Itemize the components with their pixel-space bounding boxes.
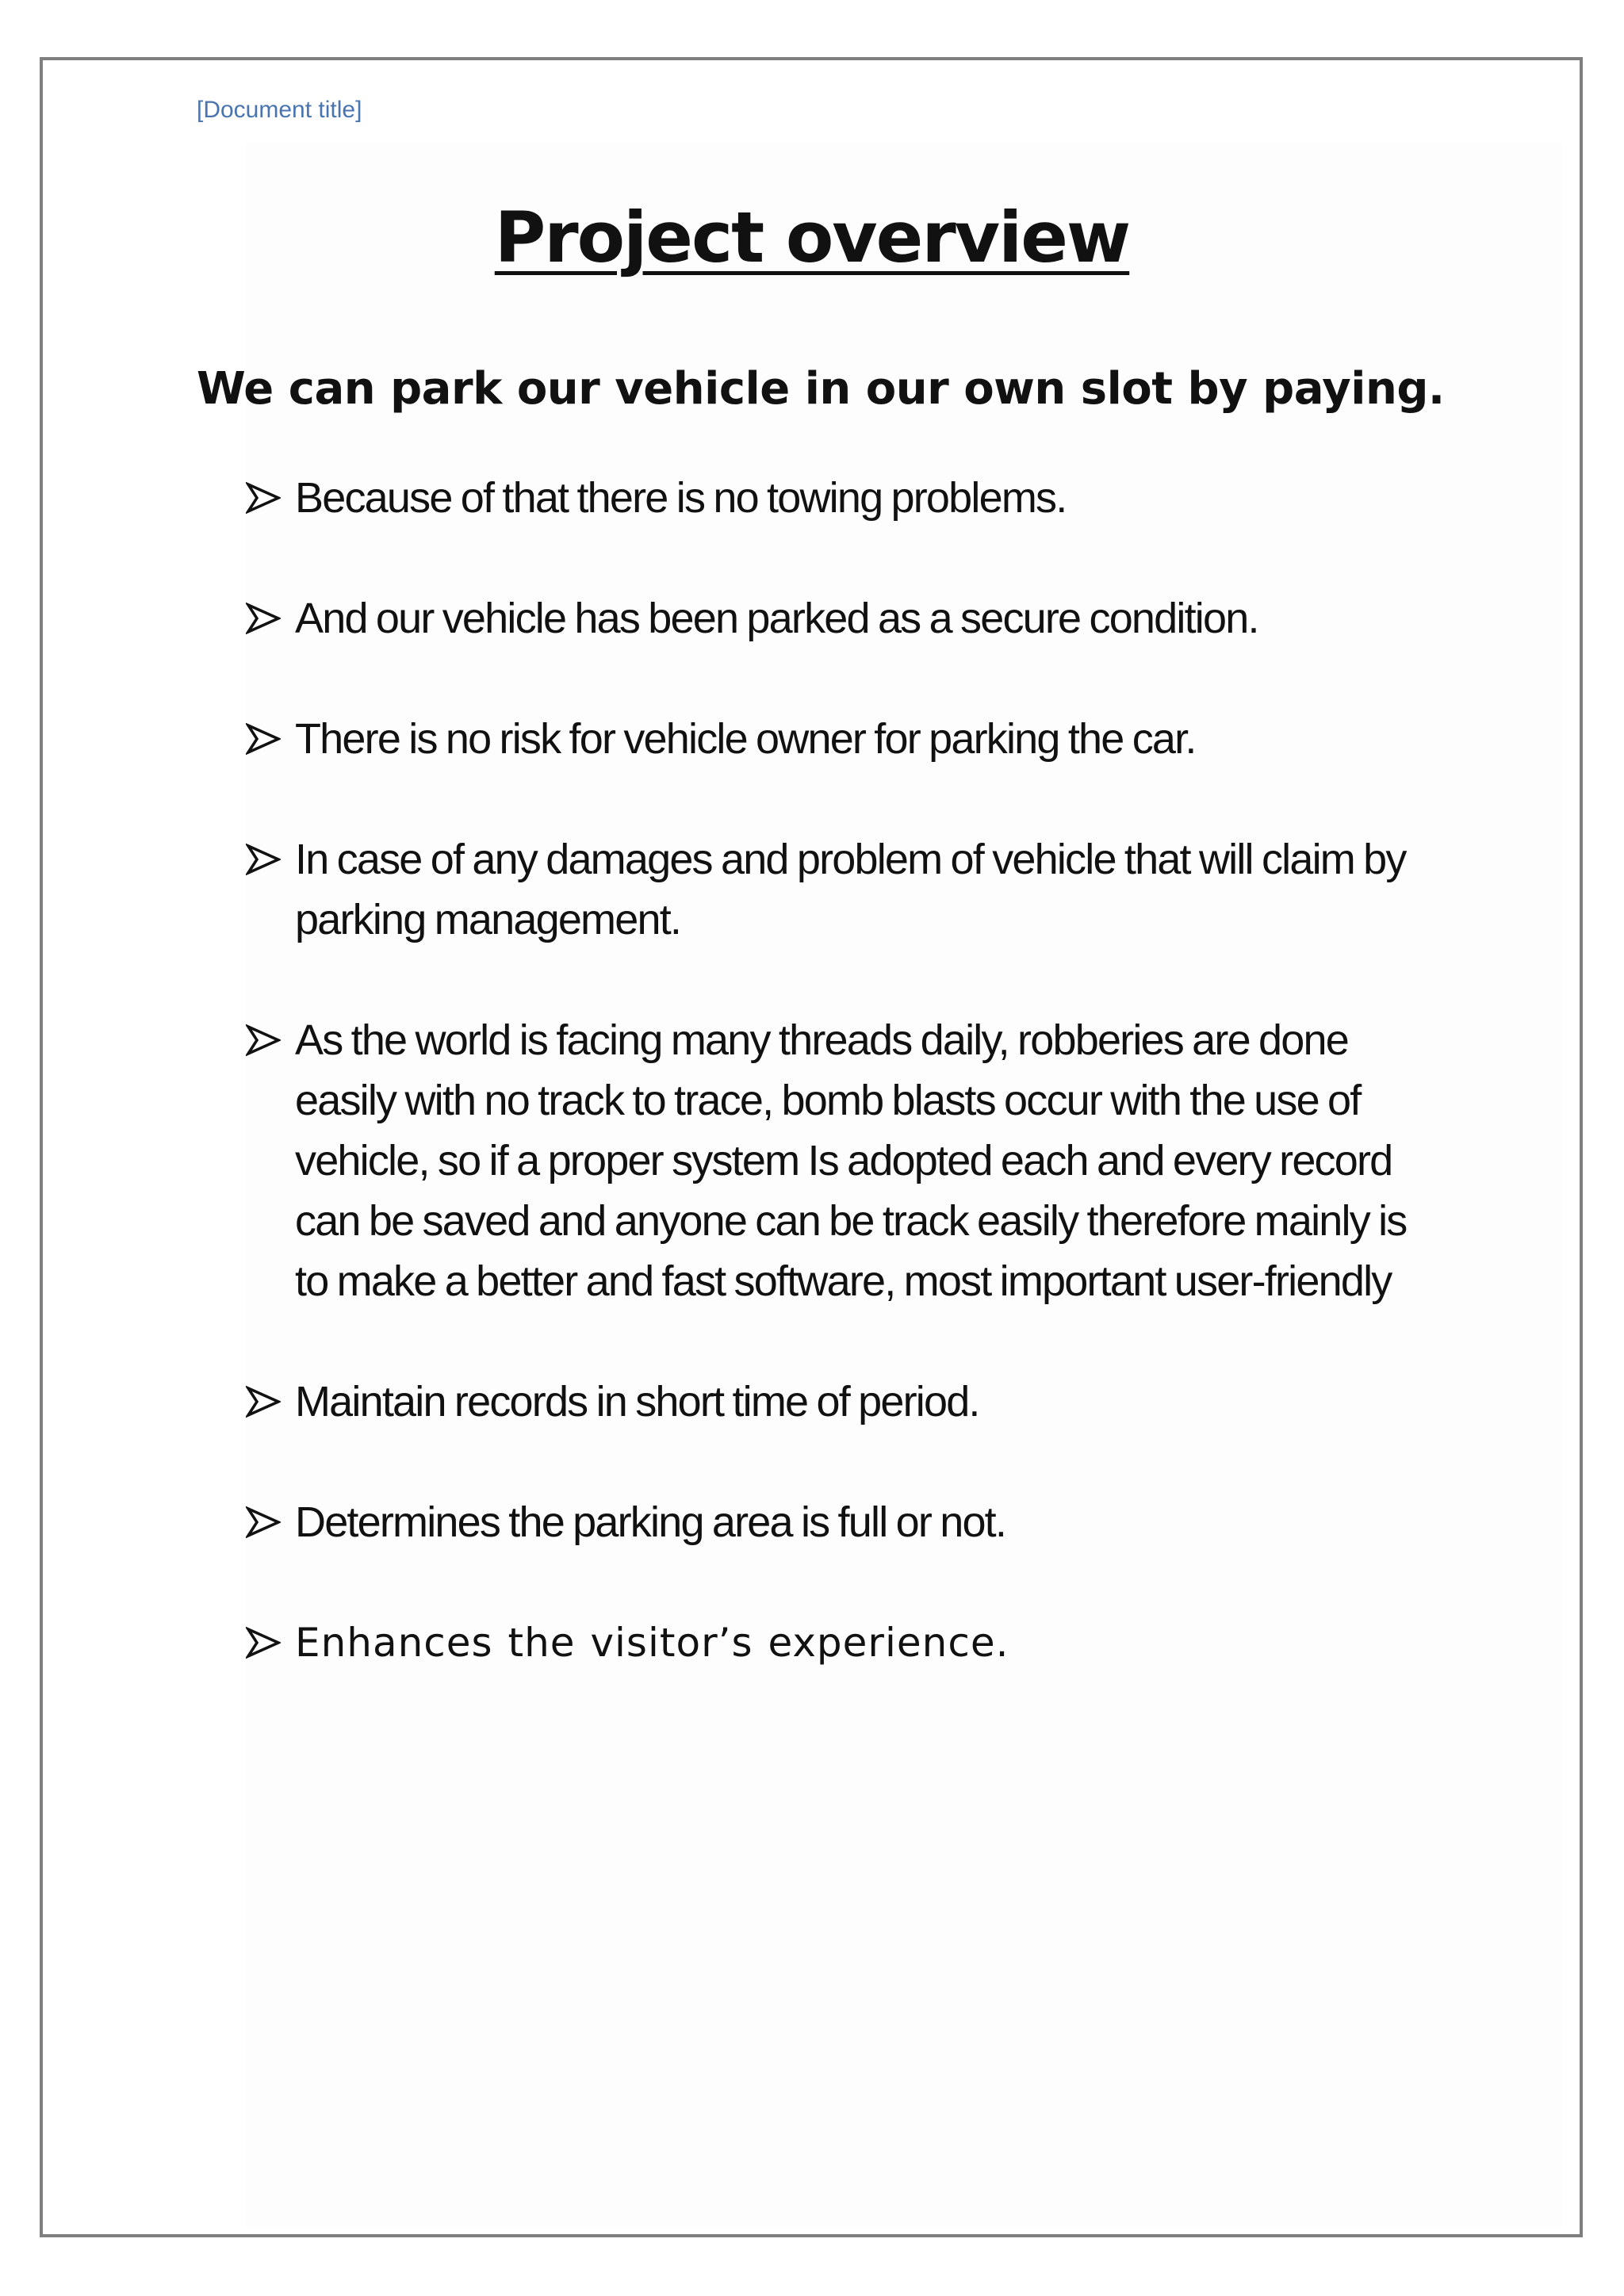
bullet-text: In case of any damages and problem of vehicle that will claim by parking management. — [295, 836, 1406, 943]
bullet-list — [246, 468, 1435, 1733]
list-item — [246, 1372, 1435, 1432]
document-title-header: [Document title] — [197, 97, 362, 123]
bullet-text: There is no risk for vehicle owner for parking the car. — [295, 715, 1196, 763]
arrow-bullet-icon — [246, 1613, 295, 1673]
list-item — [246, 829, 1435, 950]
arrow-bullet-icon — [246, 829, 295, 890]
list-item — [246, 1010, 1435, 1311]
bullet-text: Enhances the visitor’s experience. — [295, 1620, 1009, 1666]
list-item — [246, 1492, 1435, 1552]
bullet-text: As the world is facing many threads daily, robberies are done easily with no track to trace, bomb blasts occur with the use of vehicle, so if a proper system Is adopted each and every record can be saved and anyone can be track easily therefore mainly is to make a better and fast software, most important user-friendly — [295, 1016, 1407, 1305]
bullet-text: And our vehicle has been parked as a secure condition. — [295, 595, 1258, 642]
arrow-bullet-icon — [246, 1492, 295, 1552]
bullet-text: Maintain records in short time of period. — [295, 1378, 979, 1425]
arrow-bullet-icon — [246, 709, 295, 769]
list-item — [246, 709, 1435, 769]
bullet-text: Because of that there is no towing problems. — [295, 474, 1067, 522]
arrow-bullet-icon — [246, 468, 295, 528]
arrow-bullet-icon — [246, 588, 295, 649]
arrow-bullet-icon — [246, 1372, 295, 1432]
page-title-text: Project overview — [494, 197, 1130, 278]
list-item — [246, 468, 1435, 528]
subheading: We can park our vehicle in our own slot by paying. — [197, 363, 1445, 415]
page-title — [0, 197, 1624, 278]
list-item — [246, 588, 1435, 649]
bullet-text: Determines the parking area is full or not. — [295, 1498, 1006, 1546]
arrow-bullet-icon — [246, 1010, 295, 1070]
list-item — [246, 1613, 1435, 1673]
